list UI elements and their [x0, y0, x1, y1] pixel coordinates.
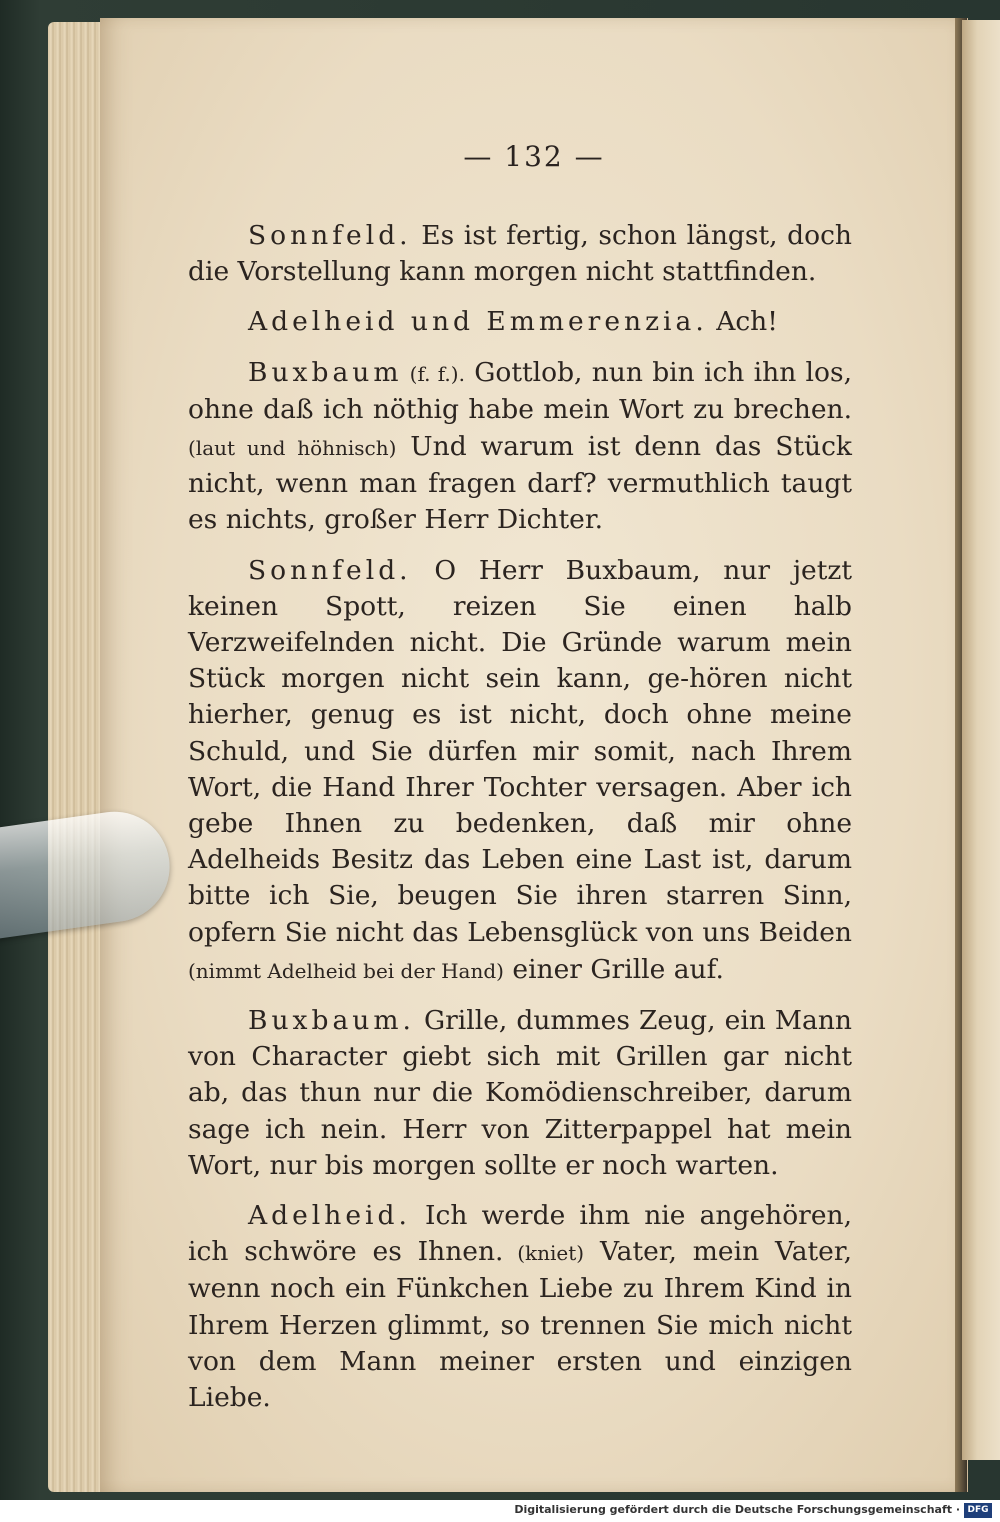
speaker-name: Adelheid und Emmerenzia. — [248, 306, 708, 338]
speaker-name: Adelheid. — [248, 1200, 411, 1232]
dialogue-text: Ich werde ihm nie angehören, ich schwöre es Ihnen. — [188, 1200, 852, 1268]
paragraph-buxbaum-2 — [188, 1003, 852, 1184]
next-page-edge — [962, 20, 1000, 1460]
dialogue-text: Grille, dummes Zeug, ein Mann von Character giebt sich mit Grillen gar nicht ab, das thun nur die Komödienschreiber, darum sage ich nein. Herr von Zitterpappel hat mein Wort, nur bis morgen sollte er noch warten. — [188, 1005, 852, 1181]
stage-direction: (laut und höhnisch) — [188, 436, 397, 461]
stage-direction: (f. f.). — [402, 361, 465, 386]
page-text — [188, 218, 852, 1430]
stage-direction: (kniet) — [503, 1241, 585, 1266]
dialogue-text: Und warum ist denn das Stück nicht, wenn man fragen darf? vermuthlich taugt es nichts, großer Herr Dichter. — [188, 431, 852, 536]
dialogue-text: O Herr Buxbaum, nur jetzt keinen Spott, reizen Sie einen halb Verzweifelnden nicht. Die Gründe warum mein Stück morgen nicht sein kann, ge-hören nicht hierher, genug es ist nicht, doch ohne meine Schuld, und Sie dürfen mir somit, nach Ihrem Wort, die Hand Ihrer Tochter versagen. Aber ich gebe Ihnen zu bedenken, daß mir ohne Adelheids Besitz das Leben eine Last ist, darum bitte ich Sie, beugen Sie ihren starren Sinn, opfern Sie nicht das Lebensglück von uns Beiden — [188, 554, 852, 948]
dfg-logo: DFG — [964, 1503, 992, 1518]
speaker-name: Buxbaum — [248, 356, 403, 388]
dialogue-text: Es ist fertig, schon längst, doch die Vorstellung kann morgen nicht stattfinden. — [188, 220, 852, 288]
dialogue-text: Vater, mein Vater, wenn noch ein Fünkchen Liebe zu Ihrem Kind in Ihrem Herzen glimmt, so trennen Sie mich nicht von dem Mann meiner ersten und einzigen Liebe. — [188, 1236, 853, 1414]
dialogue-text: Gottlob, nun bin ich ihn los, ohne daß ich nöthig habe mein Wort zu brechen. — [188, 356, 852, 425]
dialogue-text: einer Grille auf. — [503, 953, 724, 985]
funding-credit: Digitalisierung gefördert durch die Deutsche Forschungsgemeinschaft · — [514, 1503, 960, 1516]
page-number: — 132 — — [463, 140, 605, 173]
dialogue-text: Ach! — [707, 306, 778, 338]
speaker-name: Sonnfeld. — [248, 220, 412, 251]
speaker-name: Buxbaum. — [248, 1005, 415, 1037]
paragraph-adelheid — [188, 1198, 852, 1416]
paragraph-sonnfeld-1 — [188, 218, 852, 290]
paragraph-adelheid-emmerenzia — [188, 304, 852, 340]
speaker-name: Sonnfeld. — [248, 554, 412, 586]
paragraph-buxbaum-1 — [188, 355, 852, 539]
stage-direction: (nimmt Adelheid bei der Hand) — [188, 958, 504, 983]
paragraph-sonnfeld-2 — [188, 553, 852, 989]
